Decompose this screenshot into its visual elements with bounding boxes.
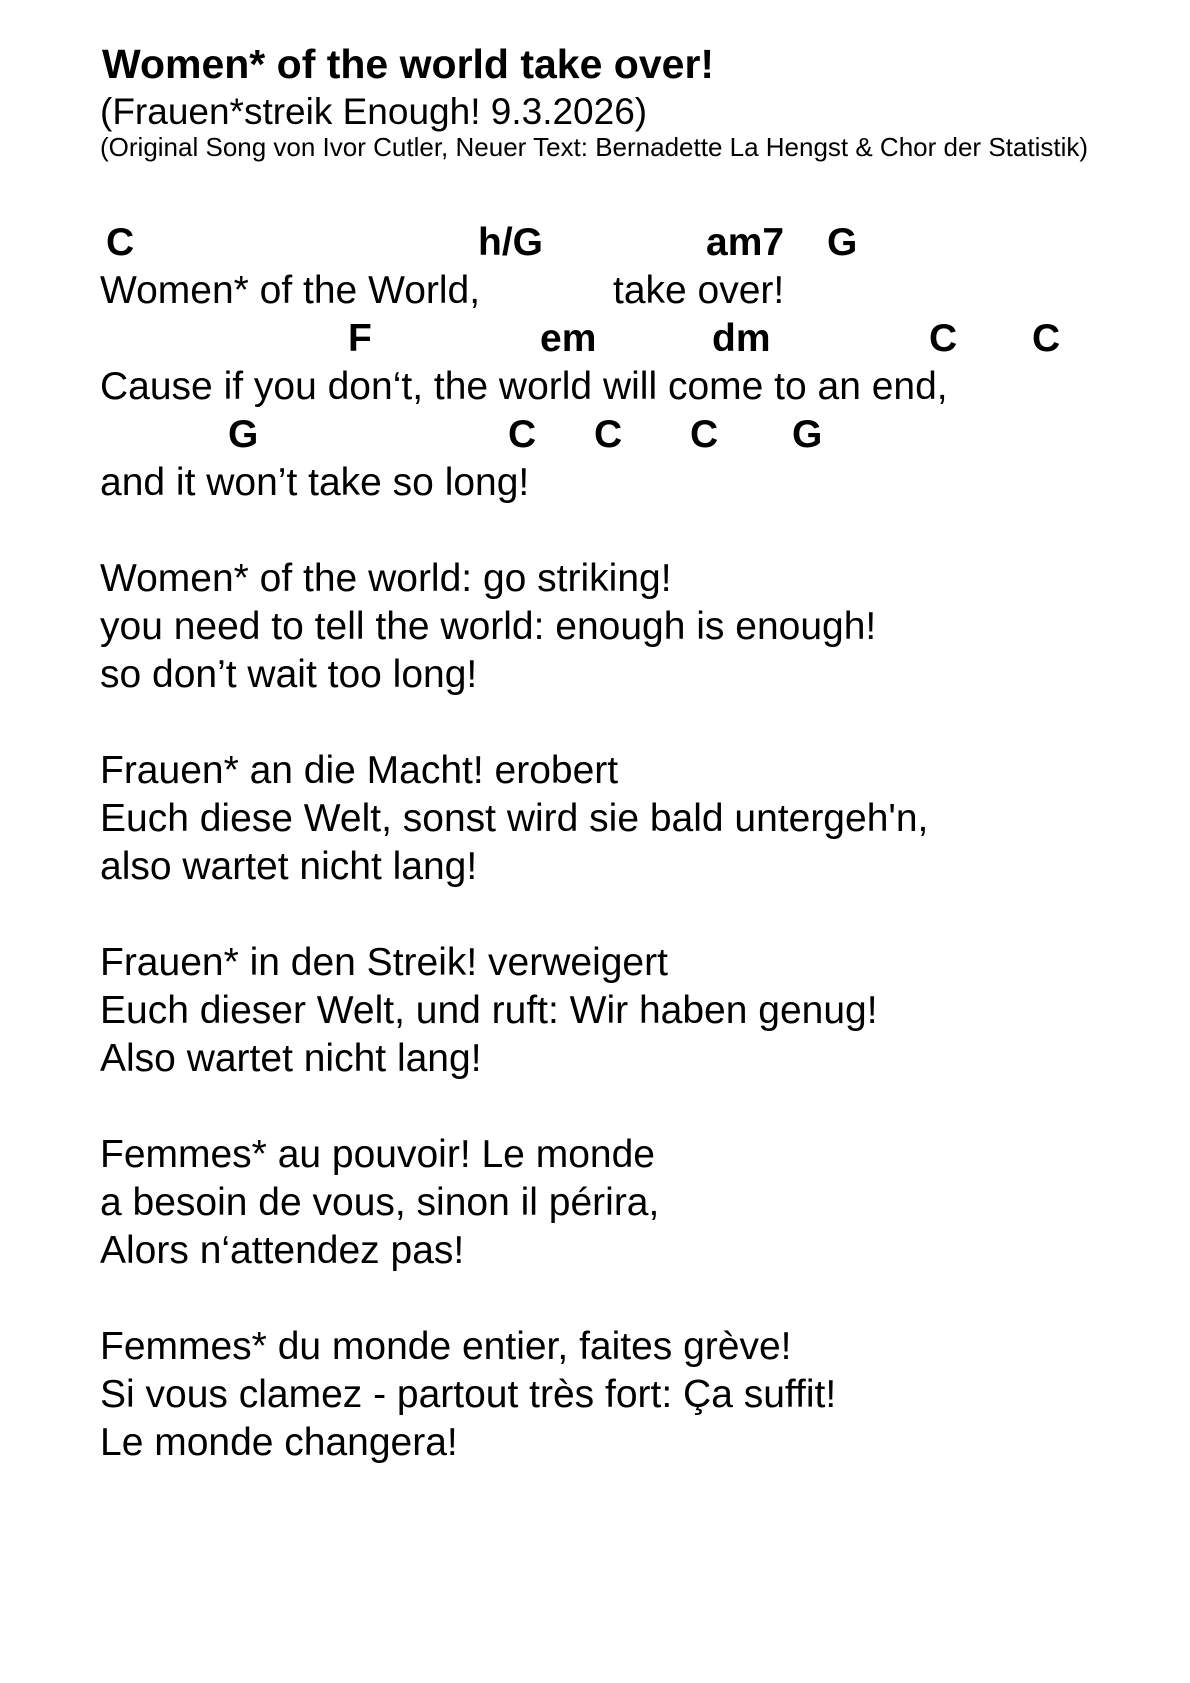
lyric-text: Femmes* du monde entier, faites grève! (100, 1325, 792, 1368)
chord: C (106, 221, 135, 264)
lyric-line (0, 1131, 1190, 1179)
verse (0, 219, 1190, 507)
verse (0, 747, 1190, 891)
song-title: Women* of the world take over! (102, 41, 715, 87)
lyric-line (0, 267, 1190, 315)
chord-line (0, 219, 1190, 267)
lyric-text: Also wartet nicht lang! (100, 1037, 482, 1080)
lyric-text: also wartet nicht lang! (100, 845, 478, 888)
lyric-line (0, 1371, 1190, 1419)
lyric-text: Si vous clamez - partout très fort: Ça suffit! (100, 1373, 837, 1416)
lyric-line (0, 459, 1190, 507)
lyric-text: and it won’t take so long! (100, 461, 530, 504)
chord: am7 (706, 221, 785, 264)
verse (0, 939, 1190, 1083)
verse-gap (0, 699, 1190, 747)
chord: C (508, 413, 537, 456)
lyric-text: Women* of the world: go striking! (100, 557, 672, 600)
lyric-text: Frauen* an die Macht! erobert (100, 749, 619, 792)
verse (0, 1323, 1190, 1467)
chord-line (0, 315, 1190, 363)
chord: dm (712, 317, 771, 360)
lyric-line (0, 651, 1190, 699)
lyric-text: Le monde changera! (100, 1421, 458, 1464)
lyric-text: so don’t wait too long! (100, 653, 478, 696)
lyric-line (0, 939, 1190, 987)
lyric-text: Euch diese Welt, sonst wird sie bald untergeh'n, (100, 797, 929, 840)
lyrics-body (0, 219, 1190, 1467)
lyric-text: Femmes* au pouvoir! Le monde (100, 1133, 655, 1176)
lyric-line (0, 1035, 1190, 1083)
lyric-line (0, 555, 1190, 603)
verse-gap (0, 507, 1190, 555)
lyric-line (0, 1179, 1190, 1227)
lyric-line (0, 843, 1190, 891)
chord: G (228, 413, 259, 456)
verse (0, 1131, 1190, 1275)
chord: em (540, 317, 597, 360)
lyric-line (0, 1227, 1190, 1275)
lyric-line (0, 987, 1190, 1035)
lyric-text: Cause if you don‘t, the world will come to an end, (100, 365, 948, 408)
chord: C (1032, 317, 1061, 360)
verse-gap (0, 1275, 1190, 1323)
lyric-line (0, 603, 1190, 651)
verse-gap (0, 891, 1190, 939)
lyric-text: you need to tell the world: enough is enough! (100, 605, 877, 648)
chord-line (0, 411, 1190, 459)
lyric-text: Frauen* in den Streik! verweigert (100, 941, 668, 984)
chord: C (690, 413, 719, 456)
chord: G (792, 413, 823, 456)
chord: F (348, 317, 372, 360)
lyric-text: a besoin de vous, sinon il périra, (100, 1181, 660, 1224)
song-subtitle: (Frauen*streik Enough! 9.3.2026) (100, 91, 648, 132)
lyric-line (0, 1323, 1190, 1371)
verse-gap (0, 1083, 1190, 1131)
chord: C (929, 317, 958, 360)
lyric-line (0, 363, 1190, 411)
chord: C (594, 413, 623, 456)
lyric-line (0, 1419, 1190, 1467)
lyric-line (0, 795, 1190, 843)
lyric-text: Women* of the World, (100, 269, 481, 312)
lyric-text: Alors n‘attendez pas! (100, 1229, 465, 1272)
chord: h/G (478, 221, 543, 264)
lyric-text: take over! (613, 269, 785, 312)
chord: G (827, 221, 858, 264)
song-credit: (Original Song von Ivor Cutler, Neuer Text: Bernadette La Hengst & Chor der Statistik) (100, 132, 1088, 162)
lyric-text: Euch dieser Welt, und ruft: Wir haben genug! (100, 989, 878, 1032)
verse (0, 555, 1190, 699)
lyric-line (0, 747, 1190, 795)
